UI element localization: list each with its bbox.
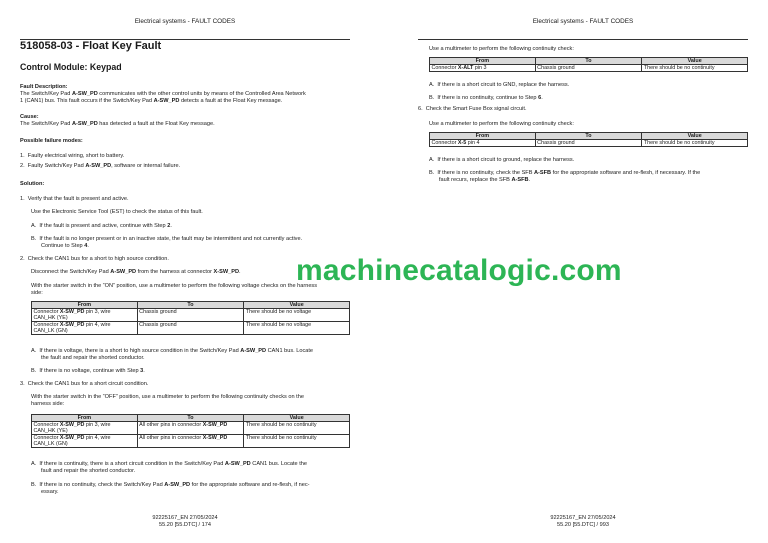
step-2-option-a-line-2: the fault and repair the shorted conductor.: [41, 355, 145, 361]
table-header-row: [430, 58, 748, 65]
page-header: Electrical systems - FAULT CODES: [532, 18, 634, 25]
column-header: Value: [642, 58, 748, 65]
table-cell: Chassis ground: [535, 65, 642, 72]
page-footer: [418, 515, 748, 529]
continuity-intro: Use a multimeter to perform the following continuity check:: [429, 46, 574, 52]
table-cell: There should be no voltage: [244, 322, 350, 335]
table-cell: There should be no continuity: [244, 435, 350, 448]
table-cell: There should be no continuity: [642, 65, 748, 72]
step-1-note: Use the Electronic Service Tool (EST) to check the status of this fault.: [31, 209, 203, 215]
failure-modes-label: Possible failure modes:: [20, 138, 83, 144]
column-header: From: [32, 302, 138, 309]
footer-page-number: 55.20 [55.DTC] / 174: [159, 522, 211, 528]
column-header: Value: [244, 415, 350, 422]
option-b-1: B. If there is no continuity, continue to Step 6.: [429, 95, 543, 101]
table-row: [430, 65, 748, 72]
fault-description-line-1: The Switch/Key Pad A-SW_PD communicates with the other control units by means of the Controlled Area Network: [20, 91, 306, 97]
table-cell: Chassis ground: [137, 309, 244, 322]
continuity-check-table: [31, 414, 350, 448]
failure-mode-1: 1. Faulty electrical wiring, short to battery.: [20, 153, 125, 159]
step-3-option-a-line-1: A. If there is continuity, there is a short circuit condition in the Switch/Key Pad A-SW_PD CAN1 bus. Locate the: [31, 461, 308, 467]
header-rule: [418, 39, 748, 40]
table-header-row: [430, 133, 748, 140]
step-2-option-a-line-1: A. If there is voltage, there is a short to high source condition in the Switch/Key Pad A-SW_PD CAN1 bus. Locate: [31, 348, 314, 354]
step-3-option-b-line-1: B. If there is no continuity, check the Switch/Key Pad A-SW_PD for the appropriate software and re-flesh, if nec-: [31, 482, 310, 488]
table-cell: Connector X-SW_PD pin 3, wire CAN_HK (YE): [32, 422, 138, 435]
table-cell: Connector X-SW_PD pin 3, wire CAN_HK (YE): [32, 309, 138, 322]
column-header: From: [32, 415, 138, 422]
column-header: To: [137, 302, 244, 309]
step-2-note-2-line-1: With the starter switch in the “ON” position, use a multimeter to perform the following voltage checks on the harness: [31, 283, 318, 289]
watermark: machinecatalogic.com: [296, 254, 622, 287]
footer-page-number: 55.20 [55.DTC] / 993: [557, 522, 609, 528]
table-row: [32, 435, 350, 448]
table-row: [430, 140, 748, 147]
table-cell: There should be no voltage: [244, 309, 350, 322]
column-header: To: [535, 58, 642, 65]
step-2: 2. Check the CAN1 bus for a short to high source condition.: [20, 256, 169, 262]
table-cell: Chassis ground: [137, 322, 244, 335]
continuity-intro-2: Use a multimeter to perform the following continuity check:: [429, 121, 574, 127]
step-1: 1. Verify that the fault is present and active.: [20, 196, 129, 202]
fault-description-label: Fault Description:: [20, 84, 68, 90]
alt-continuity-table: [429, 57, 748, 72]
step-3-option-a-line-2: fault and repair the shorted conductor.: [41, 468, 136, 474]
table-header-row: [32, 302, 350, 309]
column-header: Value: [642, 133, 748, 140]
table-cell: Connector X-ALT pin 3: [430, 65, 536, 72]
table-row: [32, 309, 350, 322]
section-subtitle: Control Module: Keypad: [20, 62, 122, 72]
step-3-option-b-line-2: essary.: [41, 489, 59, 495]
column-header: From: [430, 133, 536, 140]
cause-text: The Switch/Key Pad A-SW_PD has detected a fault at the Float Key message.: [20, 121, 215, 127]
option-a-2: A. If there is a short circuit to ground, replace the harness.: [429, 157, 575, 163]
table-cell: All other pins in connector X-SW_PD: [137, 435, 244, 448]
cause-label: Cause:: [20, 114, 39, 120]
table-cell: There should be no continuity: [642, 140, 748, 147]
fault-description-line-2: 1 (CAN1) bus. This fault occurs if the Switch/Key Pad A-SW_PD detects a fault at the Float Key message.: [20, 98, 283, 104]
option-a-1: A. If there is a short circuit to GND, replace the harness.: [429, 82, 570, 88]
page-title: 518058-03 - Float Key Fault: [20, 40, 162, 52]
column-header: From: [430, 58, 536, 65]
failure-mode-2: 2. Faulty Switch/Key Pad A-SW_PD, software or internal failure.: [20, 163, 181, 169]
step-6: 6. Check the Smart Fuse Box signal circuit.: [418, 106, 527, 112]
table-cell: All other pins in connector X-SW_PD: [137, 422, 244, 435]
table-header-row: [32, 415, 350, 422]
step-2-option-b: B. If there is no voltage, continue with Step 3.: [31, 368, 145, 374]
table-cell: Connector X-5 pin 4: [430, 140, 536, 147]
step-1-option-b-line-1: B. If the fault is no longer present or in an inactive state, the fault may be intermittent and not currently active.: [31, 236, 303, 242]
sfb-continuity-table: [429, 132, 748, 147]
table-row: [32, 422, 350, 435]
step-1-option-b-line-2: Continue to Step 4.: [41, 243, 89, 249]
table-cell: There should be no continuity: [244, 422, 350, 435]
step-1-option-a: A. If the fault is present and active, continue with Step 2.: [31, 223, 172, 229]
option-b-2-line-2: fault recurs, replace the SFB A-SFB.: [439, 177, 531, 183]
step-2-note-2-line-2: side:: [31, 290, 43, 296]
page-header: Electrical systems - FAULT CODES: [134, 18, 236, 25]
solution-label: Solution:: [20, 181, 45, 187]
step-3-note-line-1: With the starter switch in the “OFF” position, use a multimeter to perform the following continuity checks on the: [31, 394, 304, 400]
step-3: 3. Check the CAN1 bus for a short circuit condition.: [20, 381, 149, 387]
table-cell: Connector X-SW_PD pin 4, wire CAN_LK (GN): [32, 322, 138, 335]
step-3-note-line-2: harness side:: [31, 401, 65, 407]
voltage-check-table: [31, 301, 350, 335]
step-2-note: Disconnect the Switch/Key Pad A-SW_PD from the harness at connector X-SW_PD.: [31, 269, 241, 275]
page-footer: [20, 515, 350, 529]
table-cell: Chassis ground: [535, 140, 642, 147]
table-row: [32, 322, 350, 335]
column-header: To: [535, 133, 642, 140]
column-header: Value: [244, 302, 350, 309]
footer-doc-id: 92225167_EN 27/05/2024: [550, 515, 616, 521]
column-header: To: [137, 415, 244, 422]
footer-doc-id: 92225167_EN 27/05/2024: [152, 515, 218, 521]
table-cell: Connector X-SW_PD pin 4, wire CAN_LK (GN): [32, 435, 138, 448]
option-b-2-line-1: B. If there is no continuity, check the SFB A-SFB for the appropriate software and re-flesh, if necessary. If the: [429, 170, 701, 176]
